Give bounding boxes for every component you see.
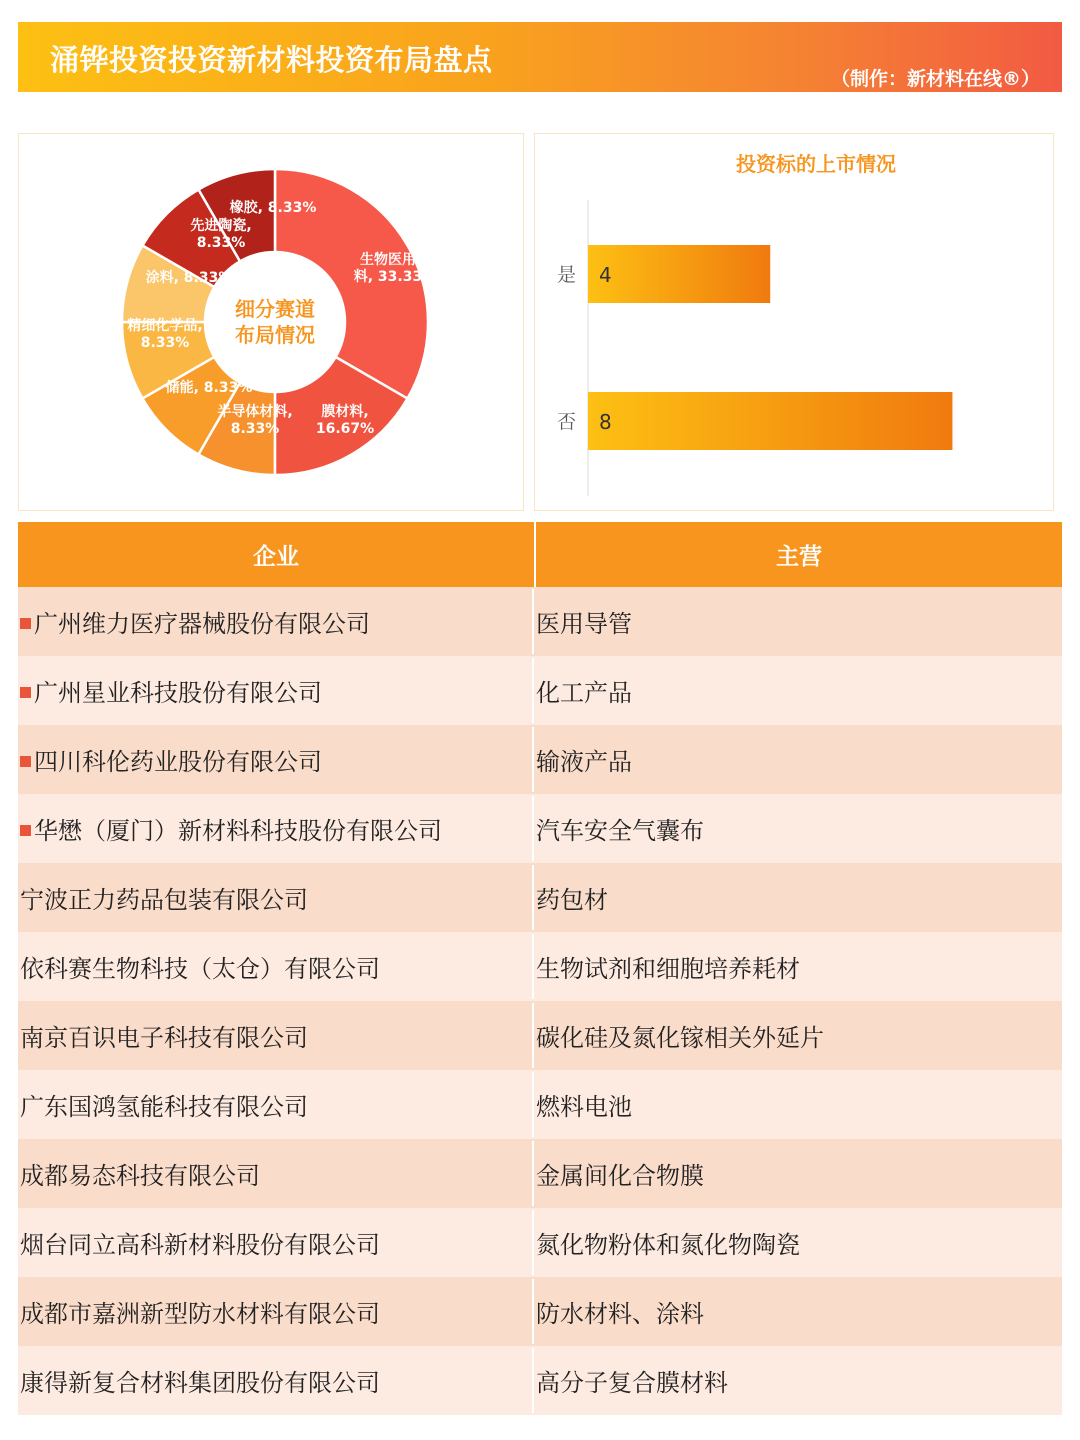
table-row	[18, 1070, 1062, 1139]
donut-chart	[19, 134, 523, 510]
company-name: 广州星业科技股份有限公司	[34, 679, 322, 707]
business-cell: 医用导管	[536, 610, 632, 638]
business-cell: 氮化物粉体和氮化物陶瓷	[536, 1231, 800, 1259]
company-name: 南京百识电子科技有限公司	[20, 1024, 308, 1052]
header-business: 主营	[776, 544, 822, 570]
company-name: 烟台同立高科新材料股份有限公司	[20, 1231, 380, 1259]
business-cell: 高分子复合膜材料	[536, 1369, 728, 1397]
company-table	[18, 522, 1062, 1415]
slice-label: 橡胶, 8.33%	[229, 200, 317, 216]
bar	[588, 392, 952, 450]
slice-label: 半导体材料, 8.33%	[217, 404, 293, 437]
company-cell	[18, 1279, 534, 1344]
slice-label: 生物医用材料, 33.33%	[353, 252, 437, 285]
company-name: 四川科伦药业股份有限公司	[34, 748, 322, 776]
company-name: 依科赛生物科技（太仓）有限公司	[20, 955, 380, 983]
table-row	[18, 1208, 1062, 1277]
company-cell	[18, 934, 534, 999]
donut-center-label: 细分赛道布局情况	[235, 297, 315, 347]
table-row	[18, 1139, 1062, 1208]
table-body	[18, 587, 1062, 1415]
category-label: 是	[556, 264, 576, 286]
listed-marker-icon	[20, 756, 31, 767]
business-cell: 生物试剂和细胞培养耗材	[536, 955, 800, 983]
company-cell	[18, 796, 534, 861]
company-name: 华懋（厦门）新材料科技股份有限公司	[34, 817, 442, 845]
business-cell: 输液产品	[536, 748, 632, 776]
business-cell: 金属间化合物膜	[536, 1162, 704, 1190]
company-name: 康得新复合材料集团股份有限公司	[20, 1369, 380, 1397]
header-company: 企业	[18, 522, 536, 587]
listed-marker-icon	[20, 825, 31, 836]
company-cell	[18, 658, 534, 723]
bar-chart	[535, 134, 1053, 510]
slice-label: 膜材料, 16.67%	[315, 404, 375, 437]
donut-chart-panel	[18, 133, 524, 511]
table-row	[18, 1277, 1062, 1346]
company-cell	[18, 865, 534, 930]
business-cell: 燃料电池	[536, 1093, 632, 1121]
table-row	[18, 863, 1062, 932]
table-row	[18, 1346, 1062, 1415]
table-row	[18, 1001, 1062, 1070]
table-header	[18, 522, 1062, 587]
business-cell: 汽车安全气囊布	[536, 817, 704, 845]
table-row	[18, 794, 1062, 863]
business-cell: 碳化硅及氮化镓相关外延片	[536, 1024, 824, 1052]
category-label: 否	[556, 411, 576, 433]
table-row	[18, 725, 1062, 794]
company-name: 成都市嘉洲新型防水材料有限公司	[20, 1300, 380, 1328]
company-name: 广州维力医疗器械股份有限公司	[34, 610, 370, 638]
company-cell	[18, 1141, 534, 1206]
bar-value-label: 8	[599, 410, 612, 434]
company-cell	[18, 727, 534, 792]
table-row	[18, 932, 1062, 1001]
business-cell: 药包材	[536, 886, 608, 914]
bar-chart-title: 投资标的上市情况	[736, 152, 896, 176]
company-cell	[18, 1348, 534, 1413]
slice-label: 储能, 8.33%	[165, 380, 253, 396]
listed-marker-icon	[20, 687, 31, 698]
company-name: 成都易态科技有限公司	[20, 1162, 260, 1190]
table-row	[18, 656, 1062, 725]
bar-chart-panel	[534, 133, 1054, 511]
slice-label: 先进陶瓷, 8.33%	[190, 218, 252, 251]
bar	[588, 245, 770, 303]
credit-note: （制作：新材料在线®）	[830, 68, 1040, 90]
company-cell	[18, 1210, 534, 1275]
page-header	[18, 22, 1062, 92]
page-title: 涌铧投资投资新材料投资布局盘点	[50, 43, 493, 77]
company-cell	[18, 1072, 534, 1137]
business-cell: 化工产品	[536, 679, 632, 707]
company-name: 广东国鸿氢能科技有限公司	[20, 1093, 308, 1121]
company-cell	[18, 1003, 534, 1068]
company-cell	[18, 589, 534, 654]
business-cell: 防水材料、涂料	[536, 1300, 704, 1328]
table-row	[18, 587, 1062, 656]
listed-marker-icon	[20, 618, 31, 629]
bar-value-label: 4	[599, 263, 612, 287]
company-name: 宁波正力药品包装有限公司	[20, 886, 308, 914]
slice-label: 精细化学品, 8.33%	[127, 318, 203, 351]
slice-label: 涂料, 8.33%	[145, 270, 233, 286]
